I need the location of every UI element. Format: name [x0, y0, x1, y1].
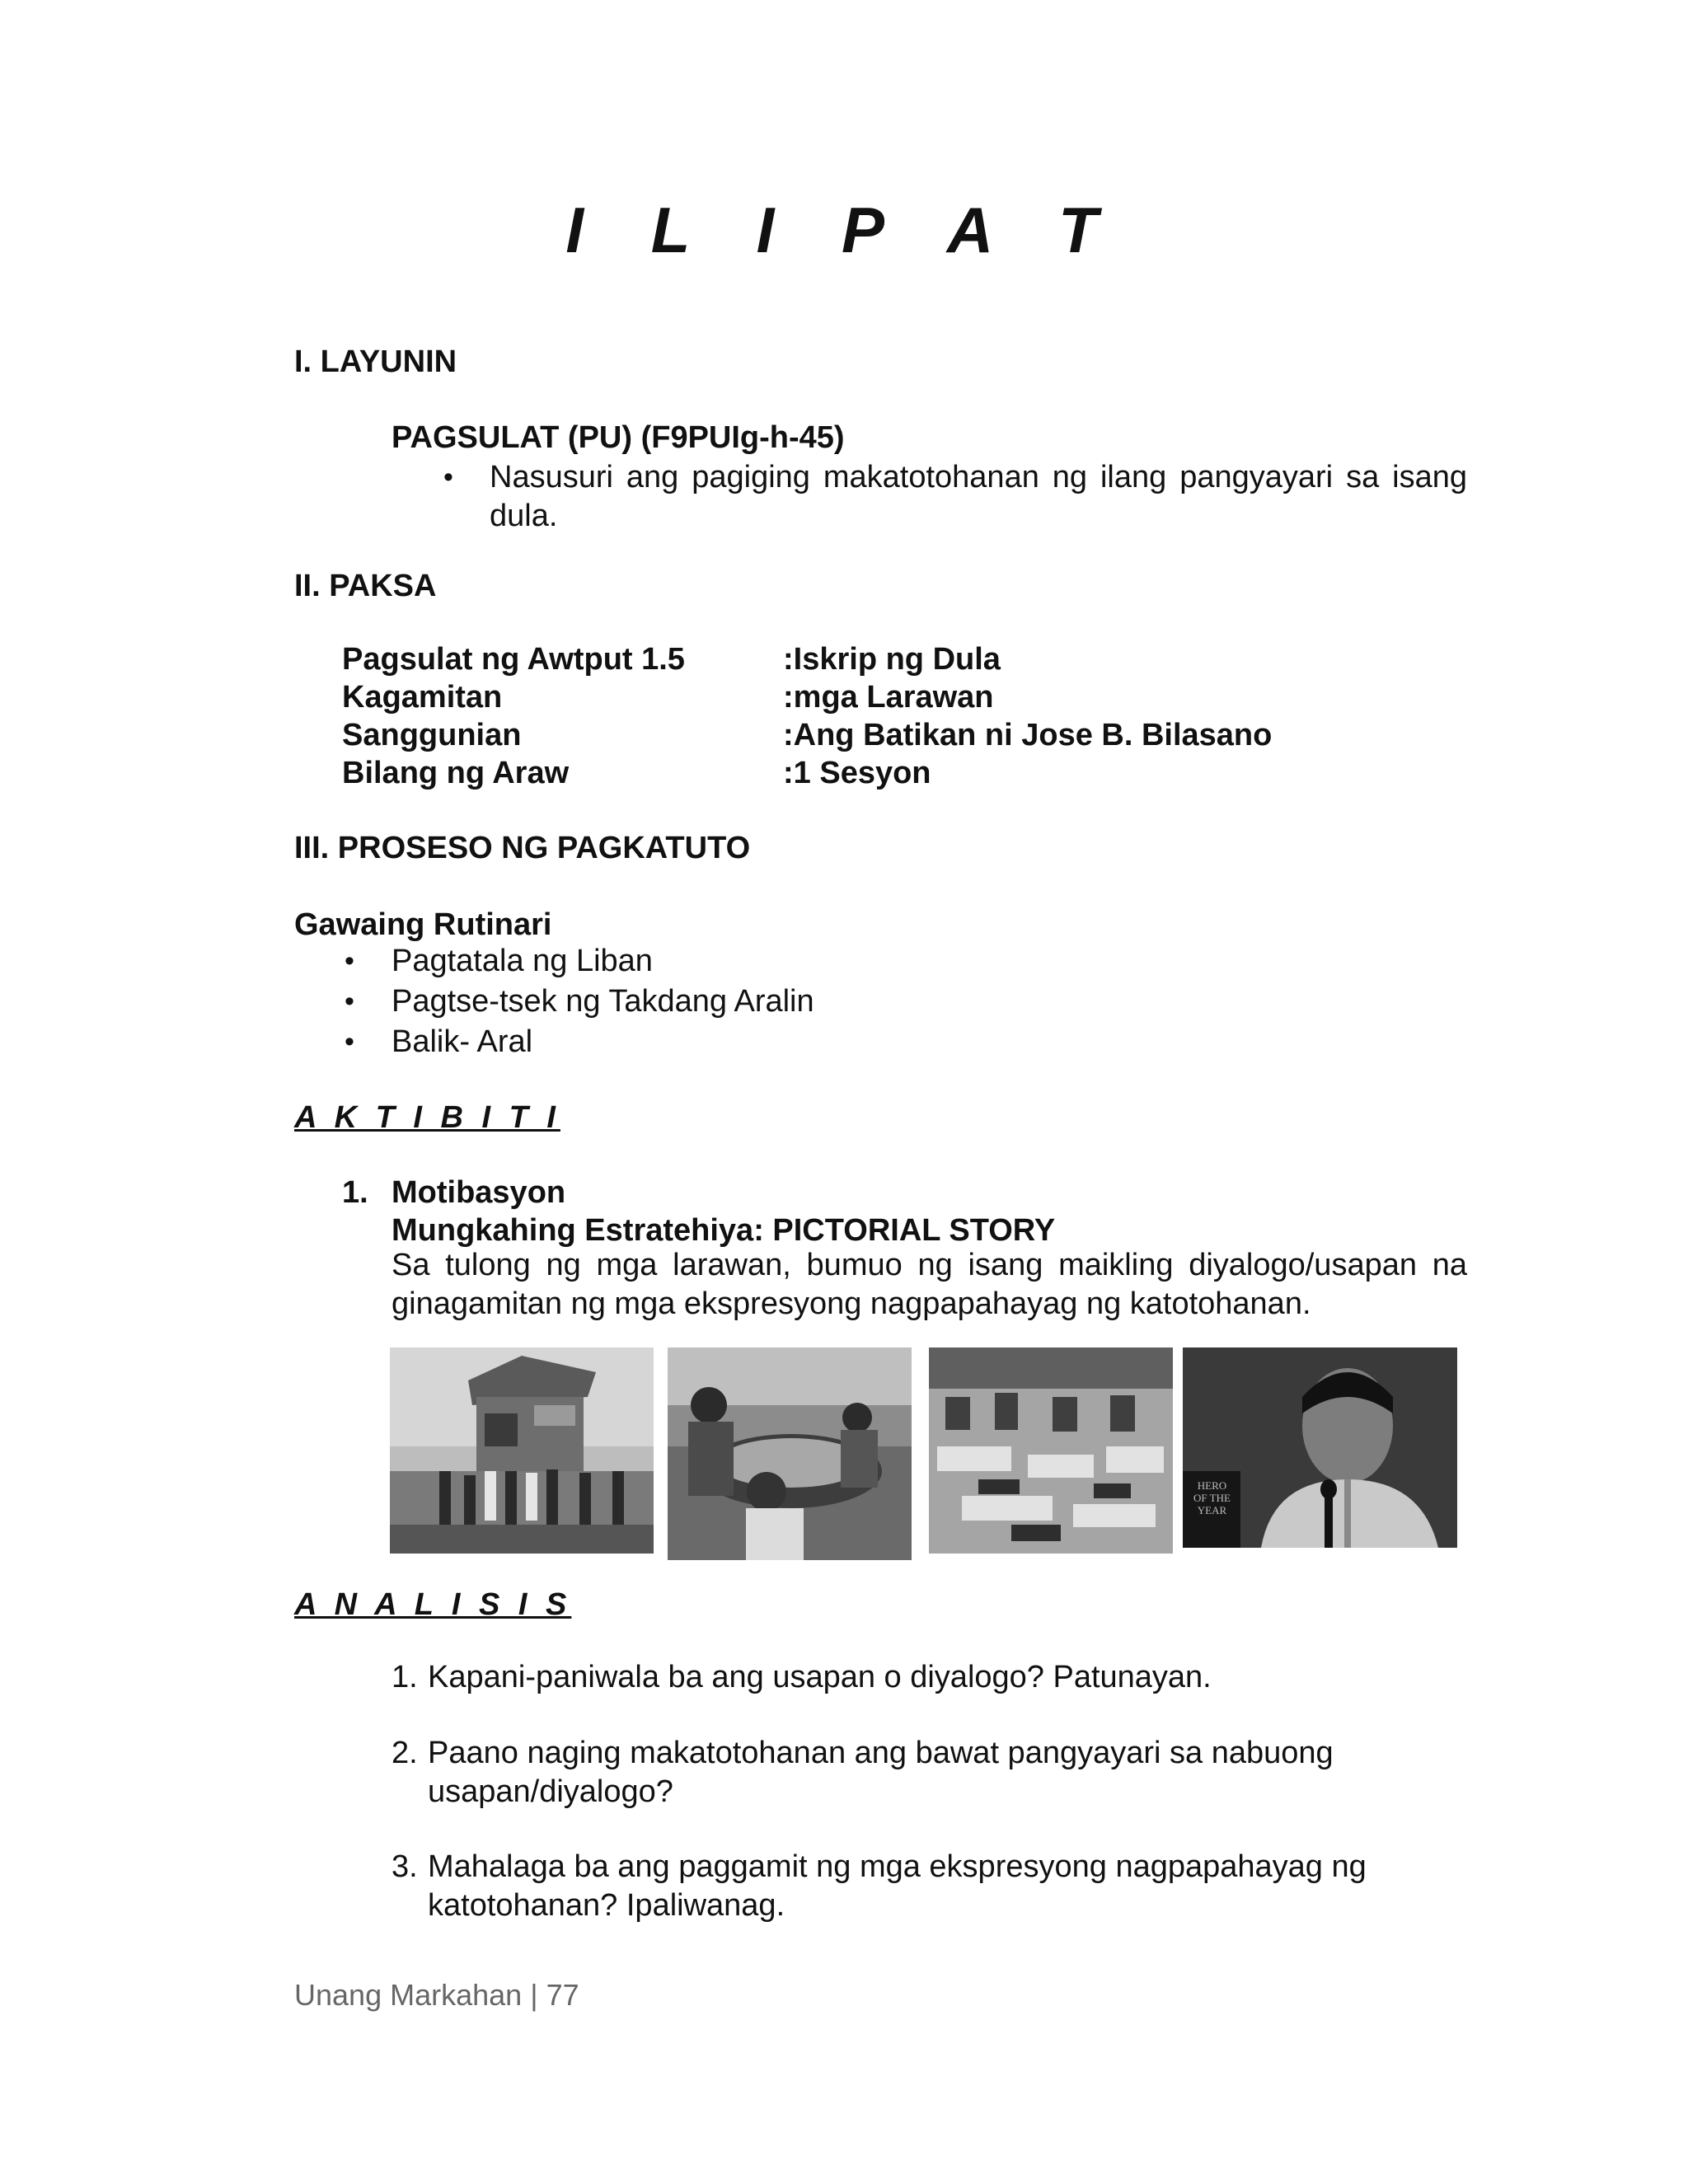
layunin-bullet-text: Nasusuri ang pagiging makatotohanan ng ilang pangyayari sa isang dula.: [490, 460, 1467, 533]
gawain-item: Pagtse-tsek ng Takdang Aralin: [392, 984, 814, 1019]
proseso-heading: III. PROSESO NG PAGKATUTO: [294, 831, 751, 865]
photo-flood-rescue: [668, 1347, 912, 1560]
bullet-icon: •: [345, 945, 354, 977]
analisis-item-text: Kapani-paniwala ba ang usapan o diyalogo? Patunayan.: [428, 1660, 1212, 1694]
analisis-item-number: 2.: [392, 1736, 418, 1770]
analisis-heading: A N A L I S I S: [294, 1587, 572, 1622]
gawain-item: Balik- Aral: [392, 1024, 533, 1059]
analisis-item-text: Paano naging makatotohanan ang bawat pangyayari sa nabuong usapan/diyalogo?: [428, 1736, 1334, 1809]
layunin-subheading: PAGSULAT (PU) (F9PUIg-h-45): [392, 420, 845, 455]
layunin-heading: I. LAYUNIN: [294, 344, 457, 379]
analisis-item-text: Mahalaga ba ang paggamit ng mga ekspresyong nagpapahayag ng katotohanan? Ipaliwanag.: [428, 1849, 1367, 1923]
gawain-item: Pagtatala ng Liban: [392, 944, 653, 978]
photo-evacuation-center: [929, 1347, 1173, 1554]
paksa-row-label: Pagsulat ng Awtput 1.5: [342, 642, 685, 677]
analisis-item-number: 1.: [392, 1660, 418, 1694]
motibasyon-text: Sa tulong ng mga larawan, bumuo ng isang maikling diyalogo/usapan na ginagamitan ng mga ekspresyong nagpapahayag ng katotohanan.: [392, 1248, 1467, 1321]
page-title: I L I P A T: [565, 194, 1123, 266]
footer-page-number: 77: [546, 1978, 579, 2012]
footer-quarter-label: Unang Markahan: [294, 1978, 523, 2012]
page-footer: [294, 1978, 579, 2013]
bullet-icon: •: [345, 986, 354, 1017]
paksa-row-label: Kagamitan: [342, 680, 503, 715]
paksa-row-value: :mga Larawan: [783, 680, 994, 715]
aktibiti-heading: A K T I B I T I: [294, 1100, 560, 1135]
footer-separator: |: [530, 1978, 538, 2012]
strategy-label: Mungkahing Estratehiya: PICTORIAL STORY: [392, 1213, 1056, 1248]
bullet-icon: •: [443, 462, 453, 493]
motibasyon-title: Motibasyon: [392, 1175, 566, 1210]
paksa-row-label: Bilang ng Araw: [342, 756, 570, 790]
bullet-icon: •: [345, 1026, 354, 1057]
aktibiti-item-number: 1.: [342, 1175, 368, 1210]
paksa-row-label: Sanggunian: [342, 718, 522, 752]
photo-house-carrying: [390, 1347, 654, 1554]
photo-hero-of-the-year: [1183, 1347, 1457, 1548]
paksa-row-value: :Iskrip ng Dula: [783, 642, 1001, 677]
analisis-item-number: 3.: [392, 1849, 418, 1884]
paksa-row-value: :Ang Batikan ni Jose B. Bilasano: [783, 718, 1273, 752]
gawain-heading: Gawaing Rutinari: [294, 907, 552, 942]
paksa-row-value: :1 Sesyon: [783, 756, 931, 790]
paksa-heading: II. PAKSA: [294, 569, 437, 603]
hero-badge-text: HERO OF THE YEAR: [1193, 1479, 1231, 1516]
